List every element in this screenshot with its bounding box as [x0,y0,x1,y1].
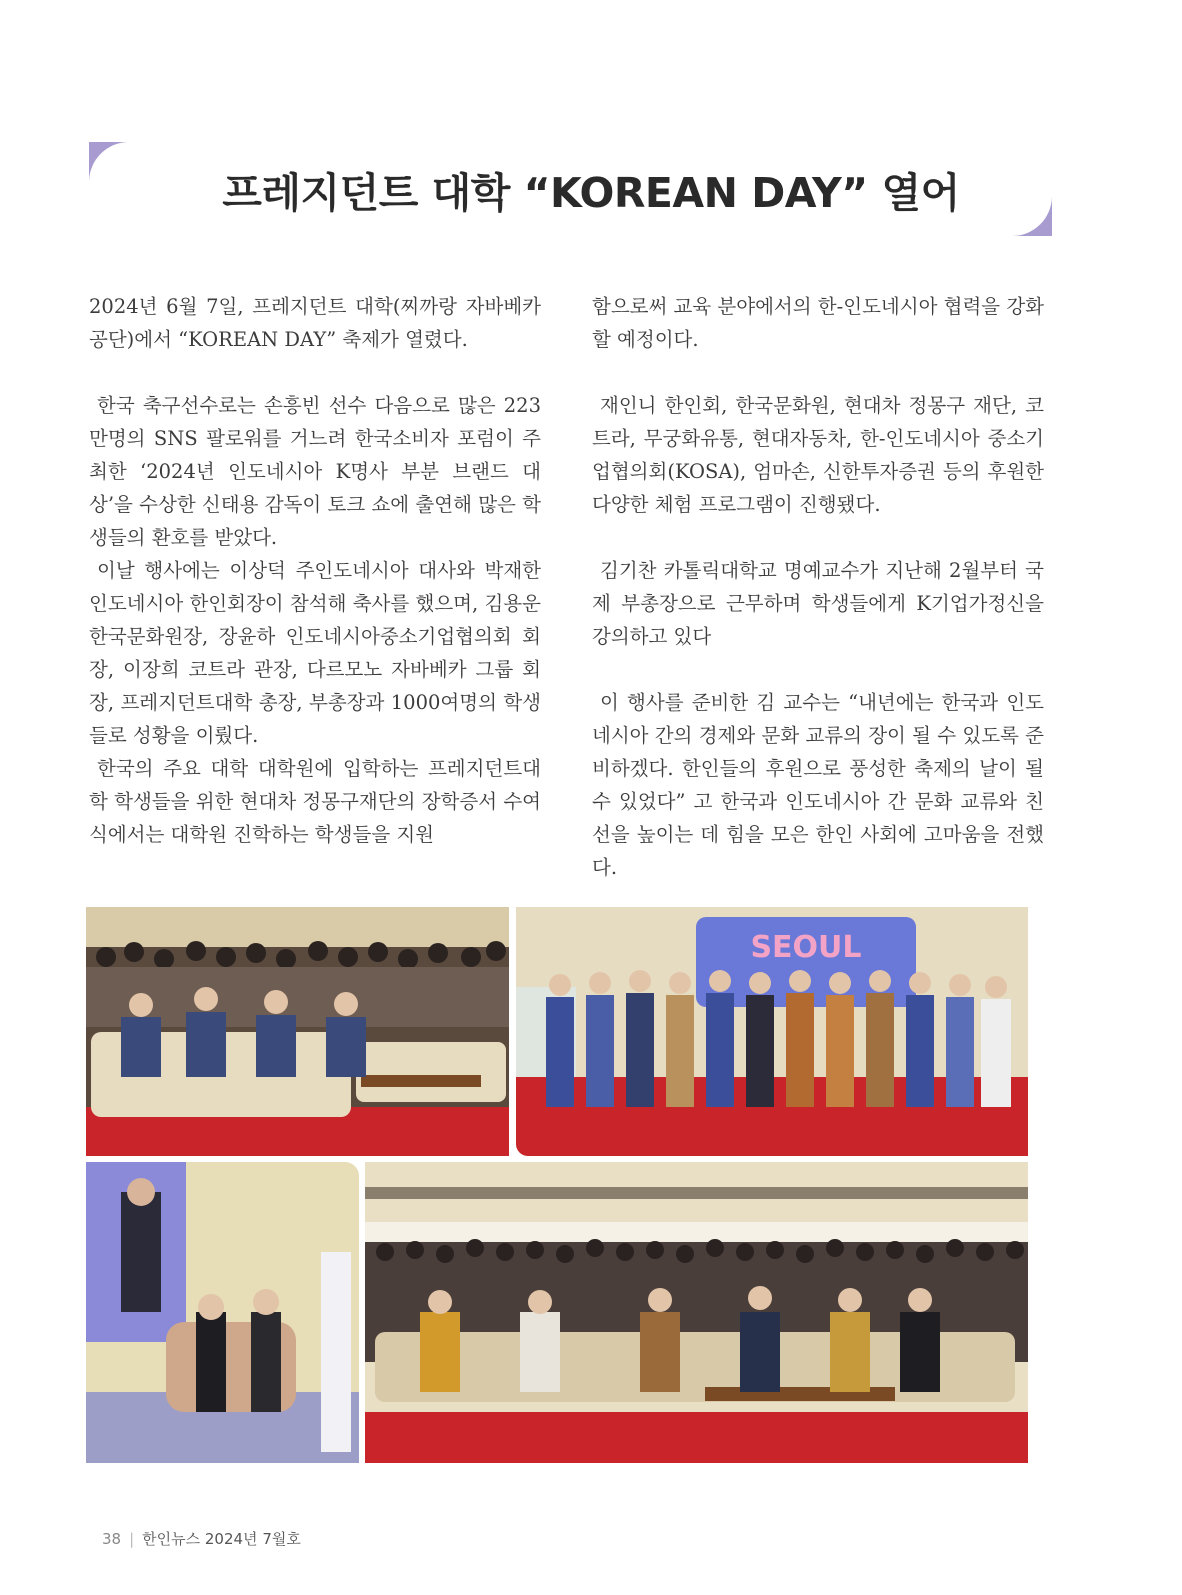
event-photo-vip-seating [86,907,509,1156]
paragraph: 김기찬 카톨릭대학교 명예교수가 지난해 2월부터 국제 부총장으로 근무하며 학생들에게 K기업가정신을 강의하고 있다 [592,559,1044,648]
article-column-right [592,290,1044,884]
paragraph: 이 행사를 준비한 김 교수는 “내년에는 한국과 인도네시아 간의 경제와 문화 교류의 장이 될 수 있도록 준비하겠다. 한인들의 후원으로 풍성한 축제의 날이 될 수 있었다” 고 한국과 인도네시아 간 문화 교류와 친선을 높이는 데 힘을 모은 한인 사회에 고마움을 전했다. [592,691,1044,879]
page-number: 38 [102,1530,122,1548]
article-column-left [89,290,541,851]
paragraph: 2024년 6월 7일, 프레지던트 대학(찌까랑 자바베카 공단)에서 “KOREAN DAY” 축제가 열렸다. [89,295,541,351]
paragraph: 한국 축구선수로는 손흥빈 선수 다음으로 많은 223만명의 SNS 팔로워를 거느려 한국소비자 포럼이 주최한 ‘2024년 인도네시아 K명사 부분 브랜드 대상’을 수상한 신태용 감독이 토크 쇼에 출연해 많은 학생들의 환호를 받았다. [89,394,541,549]
seoul-sign-text: SEOUL [750,930,862,965]
event-photo-group [516,907,1028,1156]
publication-name: 한인뉴스 2024년 7월호 [142,1530,301,1548]
paragraph: 재인니 한인회, 한국문화원, 현대차 정몽구 재단, 코트라, 무궁화유통, 현대자동차, 한-인도네시아 중소기업협의회(KOSA), 엄마손, 신한투자증권 등의 후원한 다양한 체험 프로그램이 진행됐다. [592,394,1044,516]
paragraph: 한국의 주요 대학 대학원에 입학하는 프레지던트대학 학생들을 위한 현대차 정몽구재단의 장학증서 수여식에서는 대학원 진학하는 학생들을 지원 [89,757,541,846]
article-title: 프레지던트 대학 “KOREAN DAY” 열어 [222,169,960,217]
paragraph: 이날 행사에는 이상덕 주인도네시아 대사와 박재한 인도네시아 한인회장이 참석해 축사를 했으며, 김용운 한국문화원장, 장윤하 인도네시아중소기업협의회 회장, 이장희 코트라 관장, 다르모노 자바베카 그룹 회장, 프레지던트대학 총장, 부총장과 1000여명의 학생들로 성황을 이뤘다. [89,559,541,747]
event-photo-audience-hall [365,1162,1028,1463]
footer-separator: | [129,1530,135,1548]
paragraph: 함으로써 교육 분야에서의 한-인도네시아 협력을 강화할 예정이다. [592,295,1044,351]
page-footer [102,1528,301,1549]
event-photo-talk-show [86,1162,359,1463]
